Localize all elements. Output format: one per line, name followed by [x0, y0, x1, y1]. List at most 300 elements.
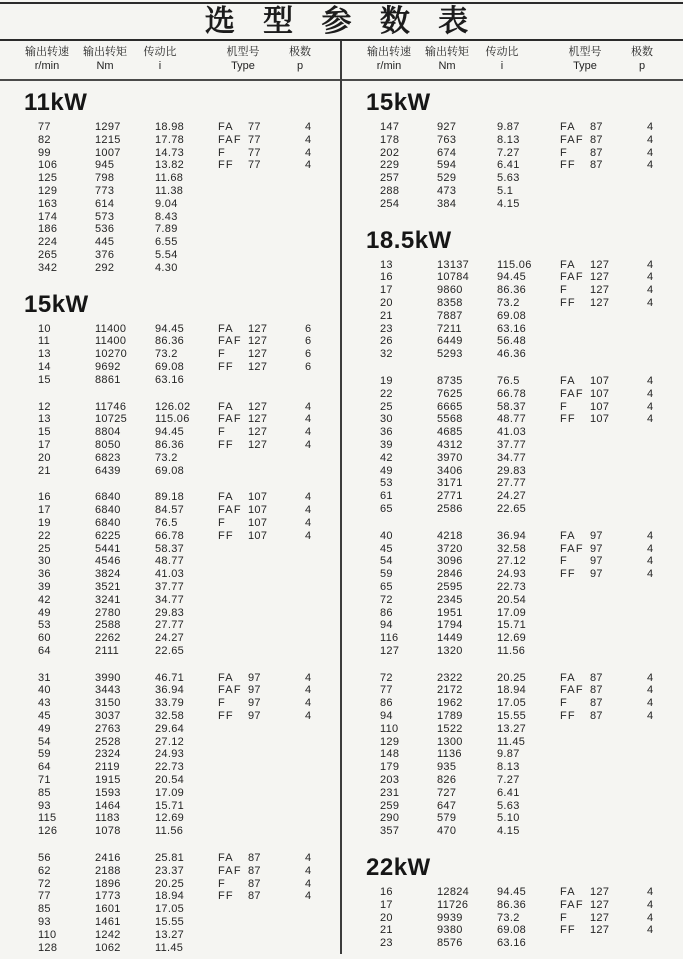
type-size-cell: [590, 645, 616, 658]
type-size-cell: 97: [248, 671, 261, 684]
header-unit: Type: [573, 60, 597, 72]
type-prefix-cell: FF: [560, 159, 576, 172]
speed-cell: 15: [38, 426, 51, 439]
ratio-cell: 24.93: [497, 568, 527, 581]
type-size-cell: 107: [248, 529, 268, 542]
table-row: [0, 916, 340, 929]
ratio-cell: 27.77: [497, 477, 527, 490]
type-size-cell: 87: [248, 864, 261, 877]
type-size-cell: [248, 374, 274, 387]
ratio-cell: 17.78: [155, 133, 185, 146]
type-prefix-cell: FA: [218, 400, 234, 413]
type-prefix-cell: [218, 736, 248, 749]
torque-cell: 2111: [95, 644, 120, 657]
type-size-cell: 127: [590, 296, 610, 309]
table-row: [342, 774, 683, 787]
ratio-cell: 27.77: [155, 619, 185, 632]
table-row: [0, 774, 340, 787]
type-size-cell: [590, 465, 616, 478]
table-row: [342, 761, 683, 774]
type-prefix-cell: FAF: [560, 133, 584, 146]
table-row: [0, 374, 340, 387]
type-prefix-cell: [218, 632, 248, 645]
header-ratio: [486, 45, 519, 73]
speed-cell: 288: [380, 184, 400, 197]
torque-cell: 11726: [437, 898, 469, 911]
table-row: [342, 568, 683, 581]
type-size-cell: [248, 211, 274, 224]
poles-cell: 4: [305, 516, 312, 529]
ratio-cell: 20.54: [155, 774, 185, 787]
ratio-cell: 20.54: [497, 593, 527, 606]
type-size-cell: [248, 929, 274, 942]
table-row: [342, 710, 683, 723]
speed-cell: 259: [380, 799, 400, 812]
torque-cell: 3824: [95, 568, 121, 581]
type-size-cell: 97: [248, 697, 261, 710]
speed-cell: 86: [380, 697, 393, 710]
table-row: [0, 710, 340, 723]
speed-cell: 21: [380, 924, 393, 937]
poles-cell: 4: [647, 133, 654, 146]
speed-cell: 77: [38, 121, 51, 133]
ratio-cell: 17.09: [155, 786, 185, 799]
table-row: [0, 348, 340, 361]
type-prefix-cell: FA: [560, 529, 576, 542]
poles-cell: 4: [305, 438, 312, 451]
type-size-cell: 107: [248, 516, 268, 529]
ratio-cell: 63.16: [155, 373, 185, 386]
table-row: [0, 223, 340, 236]
ratio-cell: 36.94: [155, 684, 185, 697]
table-row: [342, 297, 683, 310]
torque-cell: 1601: [95, 903, 121, 916]
type-size-cell: [590, 619, 616, 632]
type-size-cell: [590, 723, 616, 736]
torque-cell: 3406: [437, 464, 463, 477]
poles-cell: [616, 645, 676, 658]
table-row: [0, 568, 340, 581]
header-unit: i: [158, 60, 162, 72]
torque-cell: 2586: [437, 502, 463, 515]
poles-cell: [274, 185, 334, 198]
speed-cell: 129: [380, 735, 400, 748]
speed-cell: 15: [38, 373, 51, 386]
torque-cell: 529: [437, 172, 457, 185]
speed-cell: 40: [380, 529, 393, 542]
torque-cell: 6225: [95, 529, 121, 542]
speed-cell: 231: [380, 786, 400, 799]
torque-cell: 6840: [95, 516, 121, 529]
type-size-cell: [590, 198, 616, 211]
type-size-cell: 127: [590, 258, 610, 271]
speed-cell: 178: [380, 133, 400, 146]
type-size-cell: [590, 937, 616, 950]
speed-cell: 116: [380, 632, 399, 645]
table-row: [342, 748, 683, 761]
type-prefix-cell: [560, 774, 590, 787]
header-unit: Type: [231, 60, 255, 72]
table-row: [0, 787, 340, 800]
torque-cell: 6449: [437, 335, 463, 348]
torque-cell: 1915: [95, 774, 121, 787]
speed-cell: 54: [38, 735, 51, 748]
ratio-cell: 12.69: [155, 812, 185, 825]
torque-cell: 3150: [95, 697, 121, 710]
torque-cell: 7887: [437, 309, 463, 322]
table-block: [0, 852, 340, 954]
table-block: [342, 530, 683, 658]
ratio-cell: 34.77: [155, 593, 185, 606]
torque-cell: 7625: [437, 387, 463, 400]
type-prefix-cell: FAF: [560, 542, 584, 555]
torque-cell: 2188: [95, 864, 121, 877]
type-prefix-cell: FA: [218, 322, 234, 335]
table-row: [0, 581, 340, 594]
ratio-cell: 4.15: [497, 197, 520, 210]
type-prefix-cell: [218, 761, 248, 774]
torque-cell: 573: [95, 210, 115, 223]
poles-cell: [274, 555, 334, 568]
table-row: [0, 262, 340, 275]
table-block: [342, 886, 683, 950]
poles-cell: 6: [305, 322, 312, 335]
ratio-cell: 37.77: [155, 580, 185, 593]
poles-cell: [616, 452, 676, 465]
speed-cell: 147: [380, 121, 400, 133]
ratio-cell: 23.37: [155, 864, 185, 877]
speed-cell: 174: [38, 210, 58, 223]
torque-cell: 473: [437, 184, 457, 197]
poles-cell: [274, 825, 334, 838]
torque-cell: 6840: [95, 491, 121, 504]
poles-cell: [616, 185, 676, 198]
speed-cell: 20: [38, 451, 51, 464]
torque-cell: 1297: [95, 121, 121, 133]
poles-cell: 4: [305, 504, 312, 517]
type-prefix-cell: [218, 774, 248, 787]
type-prefix-cell: FAF: [560, 271, 584, 284]
torque-cell: 470: [437, 825, 457, 838]
torque-cell: 614: [95, 197, 115, 210]
ratio-cell: 27.12: [155, 735, 185, 748]
type-prefix-cell: [560, 439, 590, 452]
type-size-cell: 97: [590, 542, 603, 555]
ratio-cell: 86.36: [497, 898, 527, 911]
type-prefix-cell: F: [560, 697, 568, 710]
table-row: [0, 942, 340, 955]
torque-cell: 5568: [437, 413, 463, 426]
poles-cell: [274, 452, 334, 465]
torque-cell: 2846: [437, 568, 463, 581]
table-row: [0, 632, 340, 645]
torque-cell: 727: [437, 786, 457, 799]
type-size-cell: 97: [248, 684, 261, 697]
torque-cell: 11400: [95, 322, 127, 335]
torque-cell: 1794: [437, 619, 463, 632]
ratio-cell: 4.15: [497, 825, 520, 838]
speed-cell: 19: [380, 374, 393, 387]
speed-cell: 110: [38, 928, 57, 941]
poles-cell: [274, 632, 334, 645]
table-row: [0, 697, 340, 710]
type-size-cell: [248, 800, 274, 813]
speed-cell: 71: [38, 774, 51, 787]
type-size-cell: [248, 185, 274, 198]
ratio-cell: 69.08: [155, 464, 185, 477]
speed-cell: 129: [38, 184, 58, 197]
table-row: [0, 723, 340, 736]
table-row: [342, 825, 683, 838]
torque-cell: 13137: [437, 258, 470, 271]
poles-cell: 4: [647, 121, 654, 133]
poles-cell: 4: [305, 684, 312, 697]
poles-cell: [274, 211, 334, 224]
torque-cell: 1078: [95, 825, 121, 838]
type-prefix-cell: FF: [560, 296, 576, 309]
table-block: [0, 401, 340, 478]
type-prefix-cell: F: [218, 426, 226, 439]
poles-cell: [616, 736, 676, 749]
speed-cell: 59: [38, 748, 51, 761]
speed-cell: 43: [38, 697, 51, 710]
type-prefix-cell: FA: [218, 491, 234, 504]
poles-cell: 6: [305, 335, 312, 348]
speed-cell: 72: [38, 877, 51, 890]
torque-cell: 1449: [437, 632, 463, 645]
speed-cell: 77: [38, 890, 51, 903]
table-row: [0, 890, 340, 903]
poles-cell: 4: [305, 159, 312, 172]
speed-cell: 13: [38, 348, 51, 361]
type-size-cell: [590, 452, 616, 465]
poles-cell: 4: [647, 400, 654, 413]
ratio-cell: 15.55: [497, 710, 527, 723]
torque-cell: 927: [437, 121, 457, 133]
speed-cell: 65: [380, 580, 393, 593]
poles-cell: 4: [647, 697, 654, 710]
type-prefix-cell: [560, 787, 590, 800]
left-panel-body: [0, 81, 340, 954]
poles-cell: [616, 310, 676, 323]
ratio-cell: 126.02: [155, 400, 191, 413]
speed-cell: 290: [380, 812, 400, 825]
type-prefix-cell: [560, 335, 590, 348]
table-row: [0, 619, 340, 632]
torque-cell: 826: [437, 774, 457, 787]
type-prefix-cell: [218, 903, 248, 916]
type-size-cell: 107: [590, 374, 610, 387]
poles-cell: 4: [305, 426, 312, 439]
type-prefix-cell: [560, 426, 590, 439]
type-size-cell: [248, 825, 274, 838]
type-size-cell: 127: [248, 335, 268, 348]
ratio-cell: 69.08: [497, 924, 527, 937]
poles-cell: [616, 503, 676, 516]
poles-cell: [274, 465, 334, 478]
ratio-cell: 46.71: [155, 671, 185, 684]
ratio-cell: 14.73: [155, 146, 185, 159]
torque-cell: 3096: [437, 555, 463, 568]
torque-cell: 2771: [437, 490, 463, 503]
type-prefix-cell: FAF: [218, 413, 242, 426]
ratio-cell: 11.56: [497, 644, 526, 657]
type-prefix-cell: [218, 645, 248, 658]
type-size-cell: [590, 607, 616, 620]
section-heading: 22kW: [366, 854, 431, 882]
type-size-cell: [248, 903, 274, 916]
table-row: [342, 924, 683, 937]
speed-cell: 13: [38, 413, 51, 426]
table-row: [342, 812, 683, 825]
speed-cell: 39: [38, 580, 51, 593]
table-row: [342, 401, 683, 414]
speed-cell: 17: [380, 898, 393, 911]
torque-cell: 1242: [95, 928, 121, 941]
ratio-cell: 15.55: [155, 916, 185, 929]
table-block: [0, 491, 340, 657]
type-size-cell: 97: [590, 555, 603, 568]
poles-cell: [274, 607, 334, 620]
speed-cell: 128: [38, 941, 58, 954]
torque-cell: 2345: [437, 593, 463, 606]
table-row: [342, 310, 683, 323]
type-size-cell: [248, 748, 274, 761]
torque-cell: 6439: [95, 464, 121, 477]
speed-cell: 106: [38, 159, 58, 172]
type-size-cell: [248, 262, 274, 275]
torque-cell: 3171: [437, 477, 463, 490]
poles-cell: [274, 172, 334, 185]
table-row: [342, 271, 683, 284]
speed-cell: 93: [38, 916, 51, 929]
ratio-cell: 25.81: [155, 852, 185, 865]
table-block: [342, 121, 683, 211]
speed-cell: 20: [380, 296, 393, 309]
header-output-speed: [25, 45, 69, 73]
speed-cell: 64: [38, 761, 51, 774]
table-row: [342, 800, 683, 813]
poles-cell: [274, 262, 334, 275]
type-prefix-cell: FA: [218, 671, 234, 684]
poles-cell: 4: [647, 710, 654, 723]
ratio-cell: 24.93: [155, 748, 185, 761]
torque-cell: 8735: [437, 374, 463, 387]
torque-cell: 536: [95, 223, 115, 236]
type-size-cell: [248, 774, 274, 787]
table-row: [342, 465, 683, 478]
speed-cell: 85: [38, 786, 51, 799]
type-prefix-cell: [218, 748, 248, 761]
page-title: 选 型 参 数 表: [204, 5, 479, 38]
torque-cell: 8576: [437, 937, 463, 950]
speed-cell: 64: [38, 644, 51, 657]
poles-cell: [274, 568, 334, 581]
torque-cell: 594: [437, 159, 457, 172]
torque-cell: 1183: [95, 812, 120, 825]
type-size-cell: [590, 503, 616, 516]
speed-cell: 125: [38, 172, 58, 185]
poles-cell: [274, 581, 334, 594]
type-size-cell: [590, 477, 616, 490]
type-prefix-cell: [560, 490, 590, 503]
speed-cell: 26: [380, 335, 393, 348]
ratio-cell: 69.08: [155, 360, 185, 373]
speed-cell: 82: [38, 133, 51, 146]
type-prefix-cell: [560, 937, 590, 950]
type-prefix-cell: FA: [560, 886, 576, 899]
speed-cell: 22: [380, 387, 393, 400]
poles-cell: [616, 198, 676, 211]
type-prefix-cell: [218, 929, 248, 942]
poles-cell: [274, 736, 334, 749]
type-size-cell: 107: [590, 400, 610, 413]
ratio-cell: 63.16: [497, 322, 527, 335]
header-label: 输出转矩: [425, 46, 469, 58]
type-prefix-cell: FAF: [218, 504, 242, 517]
type-size-cell: [590, 632, 616, 645]
torque-cell: 773: [95, 184, 115, 197]
ratio-cell: 13.27: [155, 928, 185, 941]
table-row: [0, 852, 340, 865]
speed-cell: 203: [380, 774, 400, 787]
poles-cell: 4: [647, 671, 654, 684]
type-prefix-cell: [218, 236, 248, 249]
type-prefix-cell: [218, 543, 248, 556]
torque-cell: 674: [437, 146, 457, 159]
type-prefix-cell: [218, 916, 248, 929]
table-row: [0, 607, 340, 620]
table-row: [0, 543, 340, 556]
speed-cell: 148: [380, 748, 400, 761]
left-panel: [0, 41, 340, 954]
torque-cell: 1461: [95, 916, 121, 929]
ratio-cell: 34.77: [497, 451, 527, 464]
type-size-cell: [590, 594, 616, 607]
ratio-cell: 41.03: [155, 568, 185, 581]
ratio-cell: 73.2: [155, 348, 178, 361]
poles-cell: [616, 581, 676, 594]
ratio-cell: 8.43: [155, 210, 178, 223]
type-prefix-cell: [560, 594, 590, 607]
header-label: 极数: [631, 46, 653, 58]
torque-cell: 1300: [437, 735, 463, 748]
table-row: [342, 607, 683, 620]
type-prefix-cell: FA: [560, 374, 576, 387]
ratio-cell: 20.25: [155, 877, 185, 890]
header-unit: Nm: [438, 60, 456, 72]
type-prefix-cell: [560, 619, 590, 632]
poles-cell: [274, 761, 334, 774]
table-row: [342, 323, 683, 336]
torque-cell: 1215: [95, 133, 121, 146]
type-size-cell: [590, 812, 616, 825]
table-row: [342, 159, 683, 172]
table-row: [342, 388, 683, 401]
torque-cell: 2763: [95, 722, 121, 735]
speed-cell: 42: [38, 593, 51, 606]
type-prefix-cell: F: [218, 516, 226, 529]
type-prefix-cell: FA: [218, 852, 234, 865]
poles-cell: 4: [305, 133, 312, 146]
ratio-cell: 9.87: [497, 748, 520, 761]
torque-cell: 2172: [437, 684, 463, 697]
torque-cell: 384: [437, 197, 457, 210]
ratio-cell: 18.94: [155, 890, 185, 903]
torque-cell: 4685: [437, 426, 463, 439]
ratio-cell: 24.27: [497, 490, 527, 503]
ratio-cell: 76.5: [155, 516, 178, 529]
